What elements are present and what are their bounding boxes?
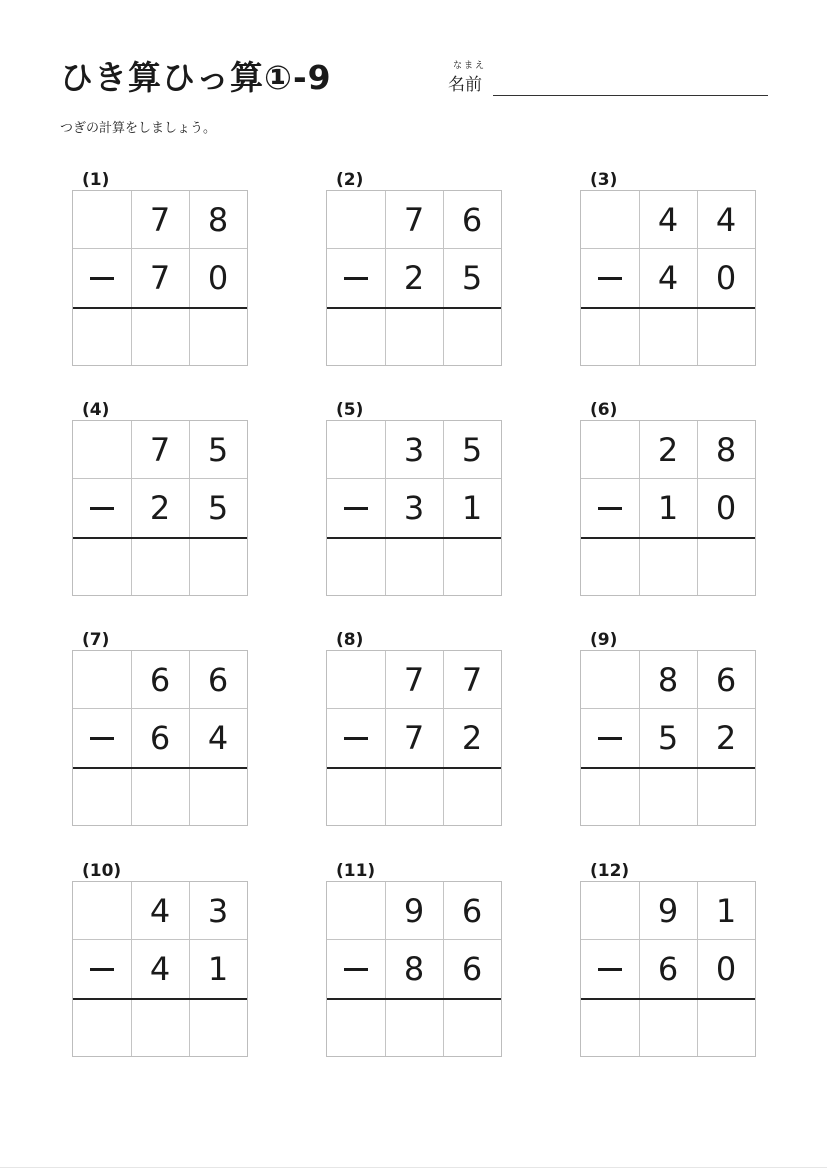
answer-cell[interactable] xyxy=(189,538,247,596)
problem-number: (7) xyxy=(82,630,110,650)
minuend-digit: 4 xyxy=(715,201,737,239)
minus-sign-icon xyxy=(327,709,385,767)
problem-number: (2) xyxy=(336,170,364,190)
problem-number: (12) xyxy=(590,861,630,881)
minuend-digit: 8 xyxy=(207,201,229,239)
subtraction-grid xyxy=(72,881,248,1057)
problem-number: (4) xyxy=(82,400,110,420)
minuend-digit: 4 xyxy=(149,892,171,930)
subtrahend-digit: 2 xyxy=(403,259,425,297)
problem-2 xyxy=(326,170,502,370)
answer-cell[interactable] xyxy=(385,768,443,826)
minuend-digit: 3 xyxy=(207,892,229,930)
minus-sign-icon xyxy=(581,479,639,537)
problem-5 xyxy=(326,400,502,600)
subtrahend-digit: 2 xyxy=(461,719,483,757)
answer-cell[interactable] xyxy=(443,538,501,596)
minuend-digit: 7 xyxy=(149,431,171,469)
minus-sign-icon xyxy=(73,940,131,998)
problem-number: (11) xyxy=(336,861,376,881)
minuend-digit: 9 xyxy=(403,892,425,930)
page-title: ひき算ひっ算①-9 xyxy=(60,58,332,97)
minuend-digit: 5 xyxy=(207,431,229,469)
problem-8 xyxy=(326,630,502,830)
answer-cell[interactable] xyxy=(639,999,697,1057)
answer-cell[interactable] xyxy=(639,768,697,826)
problem-4 xyxy=(72,400,248,600)
subtrahend-digit: 7 xyxy=(149,259,171,297)
subtraction-grid xyxy=(72,420,248,596)
answer-cell[interactable] xyxy=(327,538,385,596)
problem-1 xyxy=(72,170,248,370)
answer-cell[interactable] xyxy=(385,308,443,366)
answer-cell[interactable] xyxy=(639,308,697,366)
subtrahend-digit: 8 xyxy=(403,950,425,988)
minuend-digit: 6 xyxy=(715,661,737,699)
subtraction-grid xyxy=(580,881,756,1057)
minuend-digit: 6 xyxy=(461,201,483,239)
answer-cell[interactable] xyxy=(697,538,755,596)
minus-sign-icon xyxy=(73,709,131,767)
problem-3 xyxy=(580,170,756,370)
answer-cell[interactable] xyxy=(131,308,189,366)
subtrahend-digit: 5 xyxy=(461,259,483,297)
subtrahend-digit: 0 xyxy=(207,259,229,297)
problem-10 xyxy=(72,861,248,1061)
answer-cell[interactable] xyxy=(327,768,385,826)
subtrahend-digit: 3 xyxy=(403,489,425,527)
subtraction-grid xyxy=(580,650,756,826)
minuend-digit: 7 xyxy=(149,201,171,239)
minus-sign-icon xyxy=(327,940,385,998)
subtraction-grid xyxy=(326,190,502,366)
answer-cell[interactable] xyxy=(581,999,639,1057)
subtrahend-digit: 1 xyxy=(207,950,229,988)
problem-number: (8) xyxy=(336,630,364,650)
minuend-digit: 6 xyxy=(149,661,171,699)
answer-cell[interactable] xyxy=(189,768,247,826)
problem-number: (10) xyxy=(82,861,122,881)
name-field xyxy=(448,58,770,98)
minus-sign-icon xyxy=(327,249,385,307)
answer-cell[interactable] xyxy=(697,308,755,366)
subtrahend-digit: 4 xyxy=(149,950,171,988)
problem-number: (1) xyxy=(82,170,110,190)
subtraction-grid xyxy=(72,650,248,826)
subtrahend-digit: 2 xyxy=(149,489,171,527)
answer-cell[interactable] xyxy=(327,308,385,366)
subtraction-grid xyxy=(580,420,756,596)
answer-cell[interactable] xyxy=(73,768,131,826)
subtrahend-digit: 5 xyxy=(657,719,679,757)
minuend-digit: 3 xyxy=(403,431,425,469)
minuend-digit: 2 xyxy=(657,431,679,469)
answer-cell[interactable] xyxy=(581,768,639,826)
problem-number: (3) xyxy=(590,170,618,190)
subtrahend-digit: 0 xyxy=(715,950,737,988)
name-ruby: なまえ xyxy=(453,61,487,71)
minus-sign-icon xyxy=(73,479,131,537)
subtrahend-digit: 0 xyxy=(715,259,737,297)
answer-cell[interactable] xyxy=(189,308,247,366)
problem-number: (6) xyxy=(590,400,618,420)
problem-11 xyxy=(326,861,502,1061)
subtrahend-digit: 7 xyxy=(403,719,425,757)
minuend-digit: 7 xyxy=(461,661,483,699)
answer-cell[interactable] xyxy=(327,999,385,1057)
page-bottom-divider xyxy=(0,1167,827,1168)
subtrahend-digit: 6 xyxy=(149,719,171,757)
minuend-digit: 5 xyxy=(461,431,483,469)
answer-cell[interactable] xyxy=(73,999,131,1057)
subtraction-grid xyxy=(72,190,248,366)
problem-number: (5) xyxy=(336,400,364,420)
answer-cell[interactable] xyxy=(581,538,639,596)
subtraction-grid xyxy=(326,420,502,596)
subtrahend-digit: 4 xyxy=(657,259,679,297)
minuend-digit: 9 xyxy=(657,892,679,930)
minus-sign-icon xyxy=(581,940,639,998)
subtrahend-digit: 1 xyxy=(657,489,679,527)
answer-cell[interactable] xyxy=(189,999,247,1057)
problem-6 xyxy=(580,400,756,600)
minuend-digit: 4 xyxy=(657,201,679,239)
minuend-digit: 6 xyxy=(207,661,229,699)
answer-cell[interactable] xyxy=(131,768,189,826)
answer-cell[interactable] xyxy=(443,768,501,826)
subtrahend-digit: 6 xyxy=(461,950,483,988)
minuend-digit: 7 xyxy=(403,661,425,699)
answer-cell[interactable] xyxy=(697,999,755,1057)
answer-cell[interactable] xyxy=(697,768,755,826)
answer-cell[interactable] xyxy=(385,999,443,1057)
problem-number: (9) xyxy=(590,630,618,650)
answer-cell[interactable] xyxy=(131,999,189,1057)
answer-cell[interactable] xyxy=(131,538,189,596)
subtrahend-digit: 1 xyxy=(461,489,483,527)
name-label: 名前 xyxy=(448,75,482,95)
answer-cell[interactable] xyxy=(443,999,501,1057)
minus-sign-icon xyxy=(581,709,639,767)
subtrahend-digit: 5 xyxy=(207,489,229,527)
name-write-line[interactable] xyxy=(493,95,768,96)
minus-sign-icon xyxy=(73,249,131,307)
subtraction-grid xyxy=(326,650,502,826)
minus-sign-icon xyxy=(327,479,385,537)
answer-cell[interactable] xyxy=(443,308,501,366)
problem-9 xyxy=(580,630,756,830)
minuend-digit: 8 xyxy=(657,661,679,699)
answer-cell[interactable] xyxy=(73,308,131,366)
subtraction-grid xyxy=(580,190,756,366)
problem-7 xyxy=(72,630,248,830)
minuend-digit: 6 xyxy=(461,892,483,930)
subtrahend-digit: 4 xyxy=(207,719,229,757)
minuend-digit: 1 xyxy=(715,892,737,930)
answer-cell[interactable] xyxy=(639,538,697,596)
minuend-digit: 7 xyxy=(403,201,425,239)
subtraction-grid xyxy=(326,881,502,1057)
subtrahend-digit: 0 xyxy=(715,489,737,527)
minus-sign-icon xyxy=(581,249,639,307)
minuend-digit: 8 xyxy=(715,431,737,469)
instruction-text: つぎの計算をしましょう。 xyxy=(60,121,217,136)
answer-cell[interactable] xyxy=(581,308,639,366)
subtrahend-digit: 2 xyxy=(715,719,737,757)
answer-cell[interactable] xyxy=(385,538,443,596)
answer-cell[interactable] xyxy=(73,538,131,596)
subtrahend-digit: 6 xyxy=(657,950,679,988)
problem-12 xyxy=(580,861,756,1061)
